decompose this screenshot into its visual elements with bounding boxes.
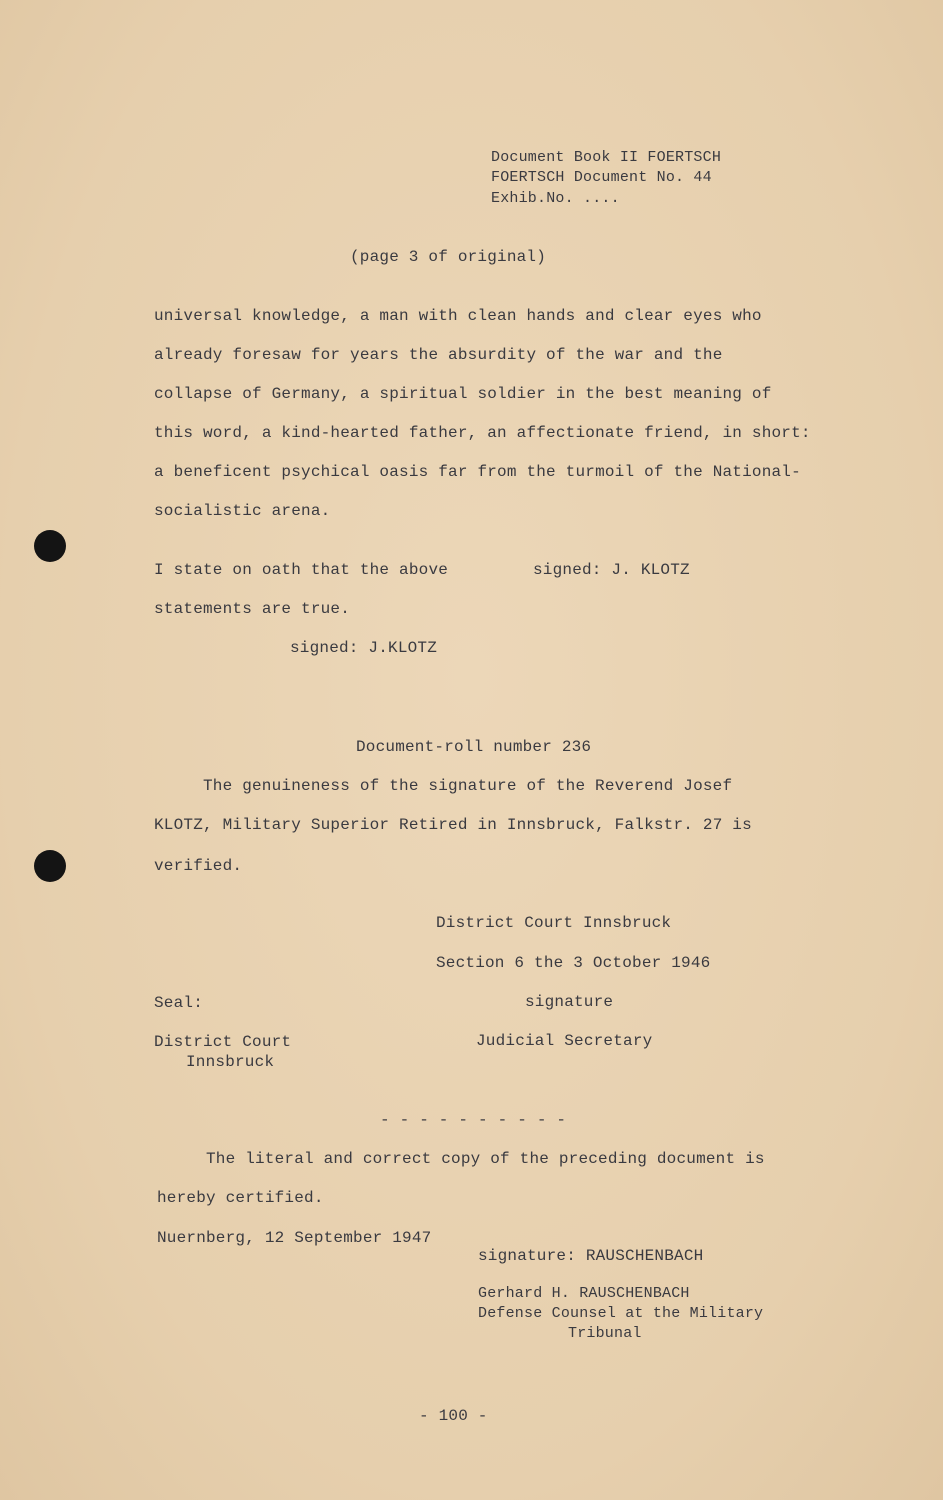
certification-signature: signature: RAUSCHENBACH — [478, 1247, 704, 1265]
oath-statement-line2: statements are true. — [154, 600, 351, 618]
roll-line: KLOTZ, Military Superior Retired in Innsbruck, Falkstr. 27 is — [154, 816, 752, 834]
counsel-title: Defense Counsel at the Military — [478, 1305, 764, 1322]
body-line: universal knowledge, a man with clean hands and clear eyes who — [154, 307, 762, 325]
section-divider: - - - - - - - - - - — [380, 1111, 567, 1129]
body-line: this word, a kind-hearted father, an affectionate friend, in short: — [154, 424, 811, 442]
certification-line2: hereby certified. — [157, 1189, 324, 1207]
roll-line: The genuineness of the signature of the Reverend Josef — [203, 777, 733, 795]
header-exhibit: Exhib.No. .... — [491, 190, 620, 207]
punch-hole-top — [34, 530, 66, 562]
body-line: a beneficent psychical oasis far from the turmoil of the National- — [154, 463, 801, 481]
court-name: District Court Innsbruck — [436, 914, 672, 932]
court-section: Section 6 the 3 October 1946 — [436, 954, 711, 972]
roll-line: verified. — [154, 857, 243, 875]
seal-label: Seal: — [154, 994, 204, 1012]
certification-line1: The literal and correct copy of the preceding document is — [206, 1150, 765, 1168]
judicial-secretary: Judicial Secretary — [476, 1032, 653, 1050]
body-line: collapse of Germany, a spiritual soldier in the best meaning of — [154, 385, 772, 403]
counsel-name: Gerhard H. RAUSCHENBACH — [478, 1285, 690, 1302]
oath-signed-right: signed: J. KLOTZ — [533, 561, 690, 579]
oath-signed-below: signed: J.KLOTZ — [290, 639, 438, 657]
roll-heading: Document-roll number 236 — [356, 738, 592, 756]
body-line: already foresaw for years the absurdity of the war and the — [154, 346, 723, 364]
court-signature: signature — [525, 993, 614, 1011]
seal-city: Innsbruck — [186, 1053, 275, 1071]
seal-court: District Court — [154, 1033, 292, 1051]
header-doc-book: Document Book II FOERTSCH — [491, 149, 722, 166]
header-doc-number: FOERTSCH Document No. 44 — [491, 169, 712, 186]
oath-statement-line1: I state on oath that the above — [154, 561, 449, 579]
page-note: (page 3 of original) — [350, 248, 547, 266]
place-date: Nuernberg, 12 September 1947 — [157, 1229, 432, 1247]
body-line: socialistic arena. — [154, 502, 331, 520]
counsel-title-cont: Tribunal — [568, 1325, 642, 1342]
page-number: - 100 - — [419, 1407, 488, 1425]
punch-hole-bottom — [34, 850, 66, 882]
